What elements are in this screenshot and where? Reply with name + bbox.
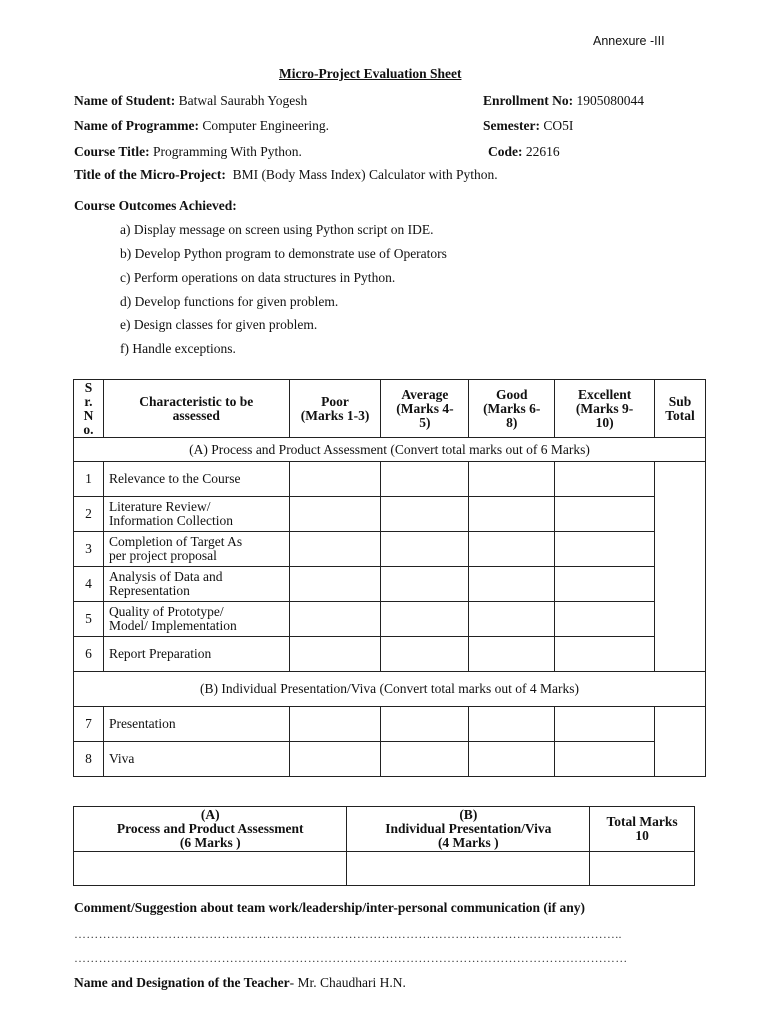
student-label: Name of Student:	[74, 93, 176, 108]
row-number: 8	[74, 742, 104, 777]
enrollment-label: Enrollment No:	[483, 93, 574, 108]
comment-line-2[interactable]: ………………………………………………………………………………………………………………………	[74, 951, 628, 965]
row-number: 1	[74, 462, 104, 497]
good-cell[interactable]	[469, 497, 555, 532]
poor-cell[interactable]	[289, 497, 381, 532]
excellent-cell[interactable]	[555, 497, 655, 532]
project-row	[74, 167, 498, 183]
subtotal-b-cell[interactable]	[655, 707, 706, 777]
course-label: Course Title:	[74, 144, 150, 159]
student-value: Batwal Saurabh Yogesh	[178, 93, 308, 108]
good-cell[interactable]	[469, 707, 555, 742]
student-row	[74, 93, 307, 109]
teacher-value: Mr. Chaudhari H.N.	[297, 975, 406, 990]
average-cell[interactable]	[381, 602, 469, 637]
characteristic-header: Characteristic to be assessed	[103, 380, 289, 438]
teacher-label: Name and Designation of the Teacher	[74, 975, 290, 990]
teacher-row	[74, 975, 406, 991]
table-row	[74, 462, 706, 497]
poor-cell[interactable]	[289, 707, 381, 742]
poor-cell[interactable]	[289, 602, 381, 637]
table-row	[74, 707, 706, 742]
poor-cell[interactable]	[289, 567, 381, 602]
table-header-row	[74, 380, 706, 438]
table-row	[74, 602, 706, 637]
row-characteristic: Literature Review/ Information Collection	[103, 497, 289, 532]
programme-value: Computer Engineering.	[202, 118, 330, 133]
outcome-item: d) Develop functions for given problem.	[120, 294, 339, 309]
table-row	[74, 567, 706, 602]
annexure-label: Annexure -III	[593, 34, 665, 48]
average-cell[interactable]	[381, 532, 469, 567]
excellent-cell[interactable]	[555, 742, 655, 777]
teacher-separator: -	[289, 975, 295, 990]
summary-header-row	[74, 807, 695, 852]
section-b-label: (B) Individual Presentation/Viva (Convert total marks out of 4 Marks)	[74, 672, 706, 707]
table-row	[74, 532, 706, 567]
excellent-cell[interactable]	[555, 707, 655, 742]
row-number: 7	[74, 707, 104, 742]
summary-table	[73, 806, 695, 886]
good-cell[interactable]	[469, 602, 555, 637]
project-label: Title of the Micro-Project:	[74, 167, 226, 182]
average-cell[interactable]	[381, 567, 469, 602]
good-cell[interactable]	[469, 637, 555, 672]
sheet-title: Micro-Project Evaluation Sheet	[279, 66, 462, 81]
row-number: 4	[74, 567, 104, 602]
poor-header: Poor (Marks 1-3)	[289, 380, 381, 438]
row-number: 5	[74, 602, 104, 637]
poor-cell[interactable]	[289, 742, 381, 777]
code-row	[488, 144, 560, 160]
table-row	[74, 637, 706, 672]
outcome-item: a) Display message on screen using Python script on IDE.	[120, 222, 434, 237]
row-characteristic: Presentation	[103, 707, 289, 742]
outcome-item: e) Design classes for given problem.	[120, 317, 318, 332]
assessment-table	[73, 379, 706, 777]
good-header: Good (Marks 6- 8)	[469, 380, 555, 438]
enrollment-value: 1905080044	[576, 93, 644, 108]
average-cell[interactable]	[381, 707, 469, 742]
poor-cell[interactable]	[289, 532, 381, 567]
outcome-item: b) Develop Python program to demonstrate use of Operators	[120, 246, 447, 261]
summary-total-header: Total Marks 10	[590, 807, 695, 852]
enrollment-row	[483, 93, 644, 109]
average-cell[interactable]	[381, 742, 469, 777]
summary-a-cell[interactable]	[74, 852, 347, 886]
poor-cell[interactable]	[289, 462, 381, 497]
srno-header: S r. N o.	[74, 380, 104, 438]
row-characteristic: Quality of Prototype/ Model/ Implementation	[103, 602, 289, 637]
course-row	[74, 144, 302, 160]
summary-col-a-header: (A) Process and Product Assessment (6 Marks )	[74, 807, 347, 852]
comment-line-1[interactable]: ……………………………………………………………………………………………………………………..	[74, 927, 622, 941]
semester-label: Semester:	[483, 118, 540, 133]
row-characteristic: Relevance to the Course	[103, 462, 289, 497]
semester-value: CO5I	[543, 118, 574, 133]
programme-row	[74, 118, 329, 134]
excellent-cell[interactable]	[555, 462, 655, 497]
code-value: 22616	[525, 144, 560, 159]
excellent-header: Excellent (Marks 9- 10)	[555, 380, 655, 438]
semester-row	[483, 118, 573, 134]
average-cell[interactable]	[381, 497, 469, 532]
excellent-cell[interactable]	[555, 567, 655, 602]
outcome-item: f) Handle exceptions.	[120, 341, 236, 356]
good-cell[interactable]	[469, 462, 555, 497]
average-header: Average (Marks 4- 5)	[381, 380, 469, 438]
good-cell[interactable]	[469, 742, 555, 777]
code-label: Code:	[488, 144, 523, 159]
section-a-label: (A) Process and Product Assessment (Convert total marks out of 6 Marks)	[74, 438, 706, 462]
table-row	[74, 742, 706, 777]
subtotal-header: Sub Total	[655, 380, 706, 438]
course-value: Programming With Python.	[153, 144, 302, 159]
excellent-cell[interactable]	[555, 637, 655, 672]
summary-b-cell[interactable]	[347, 852, 590, 886]
programme-label: Name of Programme:	[74, 118, 199, 133]
row-characteristic: Report Preparation	[103, 637, 289, 672]
section-b-row	[74, 672, 706, 707]
excellent-cell[interactable]	[555, 602, 655, 637]
table-row	[74, 497, 706, 532]
section-a-row	[74, 438, 706, 462]
outcome-item: c) Perform operations on data structures in Python.	[120, 270, 396, 285]
row-number: 2	[74, 497, 104, 532]
summary-value-row	[74, 852, 695, 886]
row-characteristic: Analysis of Data and Representation	[103, 567, 289, 602]
project-value: BMI (Body Mass Index) Calculator with Python.	[232, 167, 498, 182]
row-number: 6	[74, 637, 104, 672]
comment-label: Comment/Suggestion about team work/leadership/inter-personal communication (if any)	[74, 900, 585, 915]
row-number: 3	[74, 532, 104, 567]
excellent-cell[interactable]	[555, 532, 655, 567]
row-characteristic: Viva	[103, 742, 289, 777]
row-characteristic: Completion of Target As per project proposal	[103, 532, 289, 567]
good-cell[interactable]	[469, 532, 555, 567]
poor-cell[interactable]	[289, 637, 381, 672]
summary-total-cell[interactable]	[590, 852, 695, 886]
summary-col-b-header: (B) Individual Presentation/Viva (4 Marks )	[347, 807, 590, 852]
average-cell[interactable]	[381, 462, 469, 497]
subtotal-a-cell[interactable]	[655, 462, 706, 672]
outcomes-heading: Course Outcomes Achieved:	[74, 198, 237, 213]
good-cell[interactable]	[469, 567, 555, 602]
average-cell[interactable]	[381, 637, 469, 672]
